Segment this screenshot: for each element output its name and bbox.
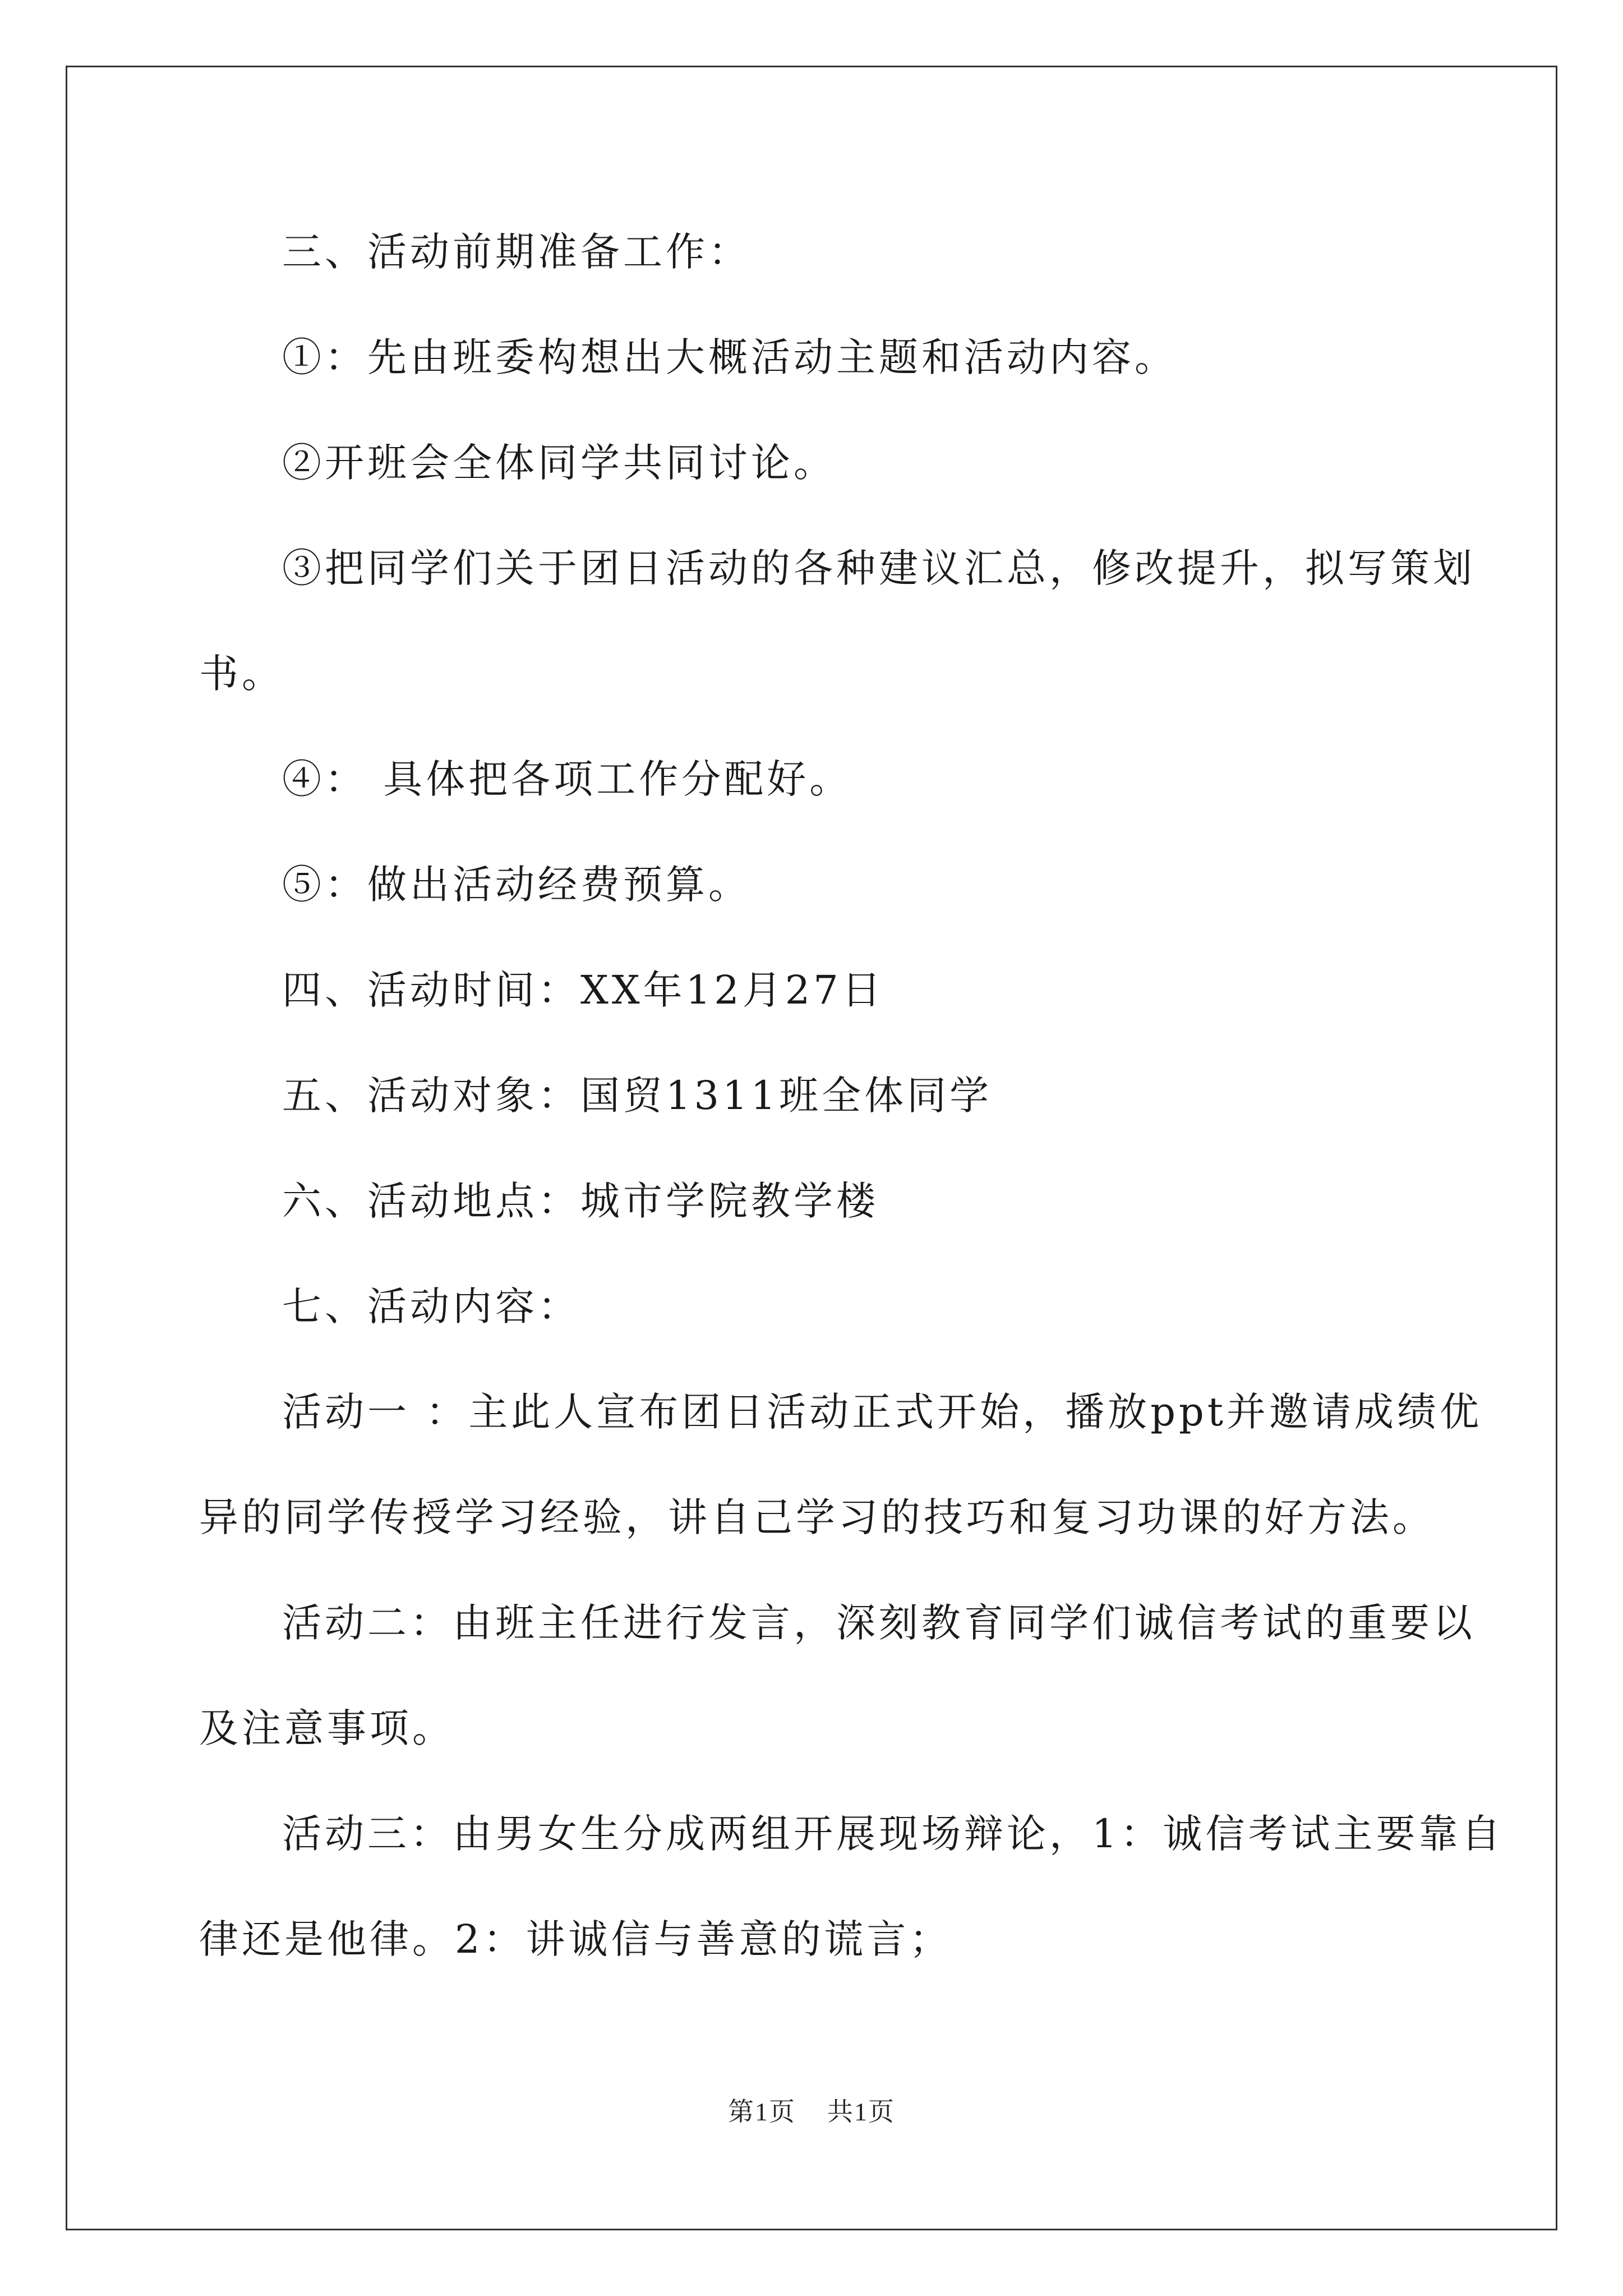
- list-item-3-continued: 书。: [199, 651, 284, 697]
- activity-three-line-2: 律还是他律。2：讲诚信与善意的谎言；: [199, 1916, 952, 1962]
- list-item-5: ⑤：做出活动经费预算。: [282, 862, 751, 908]
- section-heading-time: 四、活动时间：XX年12月27日: [282, 967, 884, 1013]
- list-item-1: ①：先由班委构想出大概活动主题和活动内容。: [282, 334, 1177, 380]
- page-total: 共1页: [827, 2097, 895, 2126]
- page-footer: [0, 2091, 1623, 2128]
- activity-two-line-2: 及注意事项。: [199, 1705, 455, 1751]
- list-item-3: ③把同学们关于团日活动的各种建议汇总，修改提升，拟写策划: [282, 545, 1476, 591]
- section-heading-location: 六、活动地点：城市学院教学楼: [282, 1178, 879, 1224]
- section-heading-preparation: 三、活动前期准备工作：: [282, 229, 751, 275]
- section-heading-content: 七、活动内容：: [282, 1283, 580, 1329]
- page-number: 第1页: [728, 2097, 796, 2126]
- activity-one-line-1: 活动一 ：主此人宣布团日活动正式开始，播放ppt并邀请成绩优: [282, 1389, 1482, 1435]
- document-body: [199, 199, 1504, 1992]
- activity-three-line-1: 活动三：由男女生分成两组开展现场辩论，1：诚信考试主要靠自: [282, 1811, 1504, 1857]
- list-item-2: ②开班会全体同学共同讨论。: [282, 440, 836, 486]
- activity-two-line-1: 活动二：由班主任进行发言，深刻教育同学们诚信考试的重要以: [282, 1600, 1476, 1646]
- activity-one-line-2: 异的同学传授学习经验，讲自己学习的技巧和复习功课的好方法。: [199, 1494, 1435, 1540]
- list-item-4: ④： 具体把各项工作分配好。: [282, 756, 852, 802]
- section-heading-target: 五、活动对象：国贸1311班全体同学: [282, 1073, 993, 1119]
